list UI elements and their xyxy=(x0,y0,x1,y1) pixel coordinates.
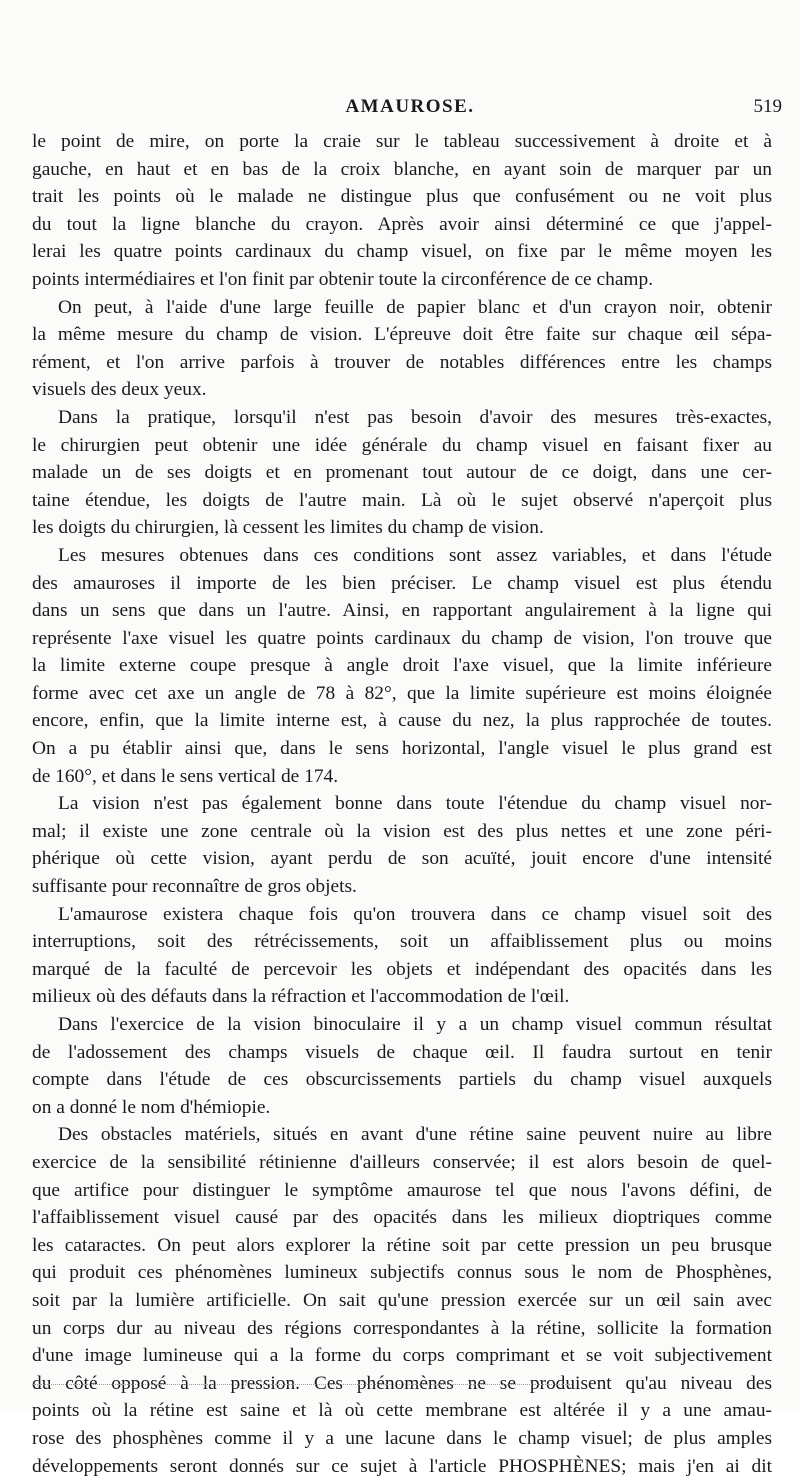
text-line: des amauroses il importe de les bien préciser. Le champ visuel est plus étendu xyxy=(32,570,772,598)
text-line: du côté opposé à la pression. Ces phénomènes ne se produisent qu'au niveau des xyxy=(32,1370,772,1398)
text-line: Dans l'exercice de la vision binoculaire il y a un champ visuel commun résultat xyxy=(32,1011,772,1039)
text-line: que artifice pour distinguer le symptôme amaurose tel que nous l'avons défini, de xyxy=(32,1177,772,1205)
body-text xyxy=(32,128,772,1480)
text-line: taine étendue, les doigts de l'autre main. Là où le sujet observé n'aperçoit plus xyxy=(32,487,772,515)
text-line: encore, enfin, que la limite interne est, à cause du nez, la plus rapprochée de toutes. xyxy=(32,707,772,735)
paragraph-7 xyxy=(32,1011,772,1121)
text-line: de l'adossement des champs visuels de chaque œil. Il faudra surtout en tenir xyxy=(32,1039,772,1067)
text-line: les doigts du chirurgien, là cessent les limites du champ de vision. xyxy=(32,514,772,542)
text-line: rément, et l'on arrive parfois à trouver de notables différences entre les champs xyxy=(32,349,772,377)
text-line: On a pu établir ainsi que, dans le sens horizontal, l'angle visuel le plus grand est xyxy=(32,735,772,763)
text-line: la limite externe coupe presque à angle droit l'axe visuel, que la limite inférieure xyxy=(32,652,772,680)
text-line: visuels des deux yeux. xyxy=(32,376,772,404)
text-line: les cataractes. On peut alors explorer la rétine soit par cette pression un peu brusque xyxy=(32,1232,772,1260)
paragraph-5 xyxy=(32,790,772,900)
text-line: la même mesure du champ de vision. L'épreuve doit être faite sur chaque œil sépa- xyxy=(32,321,772,349)
text-line: On peut, à l'aide d'une large feuille de papier blanc et d'un crayon noir, obtenir xyxy=(32,294,772,322)
text-line: lerai les quatre points cardinaux du champ visuel, on fixe par le même moyen les xyxy=(32,238,772,266)
text-line: points intermédiaires et l'on finit par obtenir toute la circonférence de ce champ. xyxy=(32,266,772,294)
text-line: malade un de ses doigts et en promenant tout autour de ce doigt, dans une cer- xyxy=(32,459,772,487)
text-line: qui produit ces phénomènes lumineux subjectifs connus sous le nom de Phosphènes, xyxy=(32,1259,772,1287)
text-line: exercice de la sensibilité rétinienne d'ailleurs conservée; il est alors besoin de quel- xyxy=(32,1149,772,1177)
paragraph-8 xyxy=(32,1121,772,1480)
text-line: représente l'axe visuel les quatre points cardinaux du champ de vision, l'on trouve que xyxy=(32,625,772,653)
paragraph-3 xyxy=(32,404,772,542)
text-line: forme avec cet axe un angle de 78 à 82°, que la limite supérieure est moins éloignée xyxy=(32,680,772,708)
text-line: développements seront donnés sur ce sujet à l'article PHOSPHÈNES; mais j'en ai dit xyxy=(32,1453,772,1480)
paragraph-6 xyxy=(32,901,772,1011)
text-line: gauche, en haut et en bas de la croix blanche, en ayant soin de marquer par un xyxy=(32,156,772,184)
text-line: Des obstacles matériels, situés en avant d'une rétine saine peuvent nuire au libre xyxy=(32,1121,772,1149)
paragraph-4 xyxy=(32,542,772,790)
text-line: mal; il existe une zone centrale où la vision est des plus nettes et une zone péri- xyxy=(32,818,772,846)
text-line: rose des phosphènes comme il y a une lacune dans le champ visuel; de plus amples xyxy=(32,1425,772,1453)
text-line: trait les points où le malade ne distingue plus que confusément ou ne voit plus xyxy=(32,183,772,211)
text-line: on a donné le nom d'hémiopie. xyxy=(32,1094,772,1122)
text-line: suffisante pour reconnaître de gros objets. xyxy=(32,873,772,901)
text-line: compte dans l'étude de ces obscurcissements partiels du champ visuel auxquels xyxy=(32,1066,772,1094)
running-title: AMAUROSE. xyxy=(30,96,790,118)
text-line: d'une image lumineuse qui a la forme du corps comprimant et se voit subjectivement xyxy=(32,1342,772,1370)
text-line: milieux où des défauts dans la réfraction et l'accommodation de l'œil. xyxy=(32,983,772,1011)
paragraph-1 xyxy=(32,128,772,294)
text-line: points où la rétine est saine et là où cette membrane est altérée il y a une amau- xyxy=(32,1397,772,1425)
bottom-dotted-rule xyxy=(32,1384,572,1385)
text-line: marqué de la faculté de percevoir les objets et indépendant des opacités dans les xyxy=(32,956,772,984)
text-line: un corps dur au niveau des régions correspondantes à la rétine, sollicite la formation xyxy=(32,1315,772,1343)
text-line: Les mesures obtenues dans ces conditions sont assez variables, et dans l'étude xyxy=(32,542,772,570)
text-line: de 160°, et dans le sens vertical de 174. xyxy=(32,763,772,791)
text-line: interruptions, soit des rétrécissements, soit un affaiblissement plus ou moins xyxy=(32,928,772,956)
text-line: dans un sens que dans un l'autre. Ainsi, en rapportant angulairement à la ligne qui xyxy=(32,597,772,625)
text-line: le point de mire, on porte la craie sur le tableau successivement à droite et à xyxy=(32,128,772,156)
text-line: l'affaiblissement visuel causé par des opacités dans les milieux dioptriques comme xyxy=(32,1204,772,1232)
text-line: du tout la ligne blanche du crayon. Après avoir ainsi déterminé ce que j'appel- xyxy=(32,211,772,239)
page-number: 519 xyxy=(754,96,783,118)
running-head xyxy=(30,96,790,126)
text-line: soit par la lumière artificielle. On sait qu'une pression exercée sur un œil sain avec xyxy=(32,1287,772,1315)
text-line: La vision n'est pas également bonne dans toute l'étendue du champ visuel nor- xyxy=(32,790,772,818)
text-line: L'amaurose existera chaque fois qu'on trouvera dans ce champ visuel soit des xyxy=(32,901,772,929)
text-line: Dans la pratique, lorsqu'il n'est pas besoin d'avoir des mesures très-exactes, xyxy=(32,404,772,432)
paragraph-2 xyxy=(32,294,772,404)
text-line: le chirurgien peut obtenir une idée générale du champ visuel en faisant fixer au xyxy=(32,432,772,460)
text-line: phérique où cette vision, ayant perdu de son acuïté, jouit encore d'une intensité xyxy=(32,845,772,873)
